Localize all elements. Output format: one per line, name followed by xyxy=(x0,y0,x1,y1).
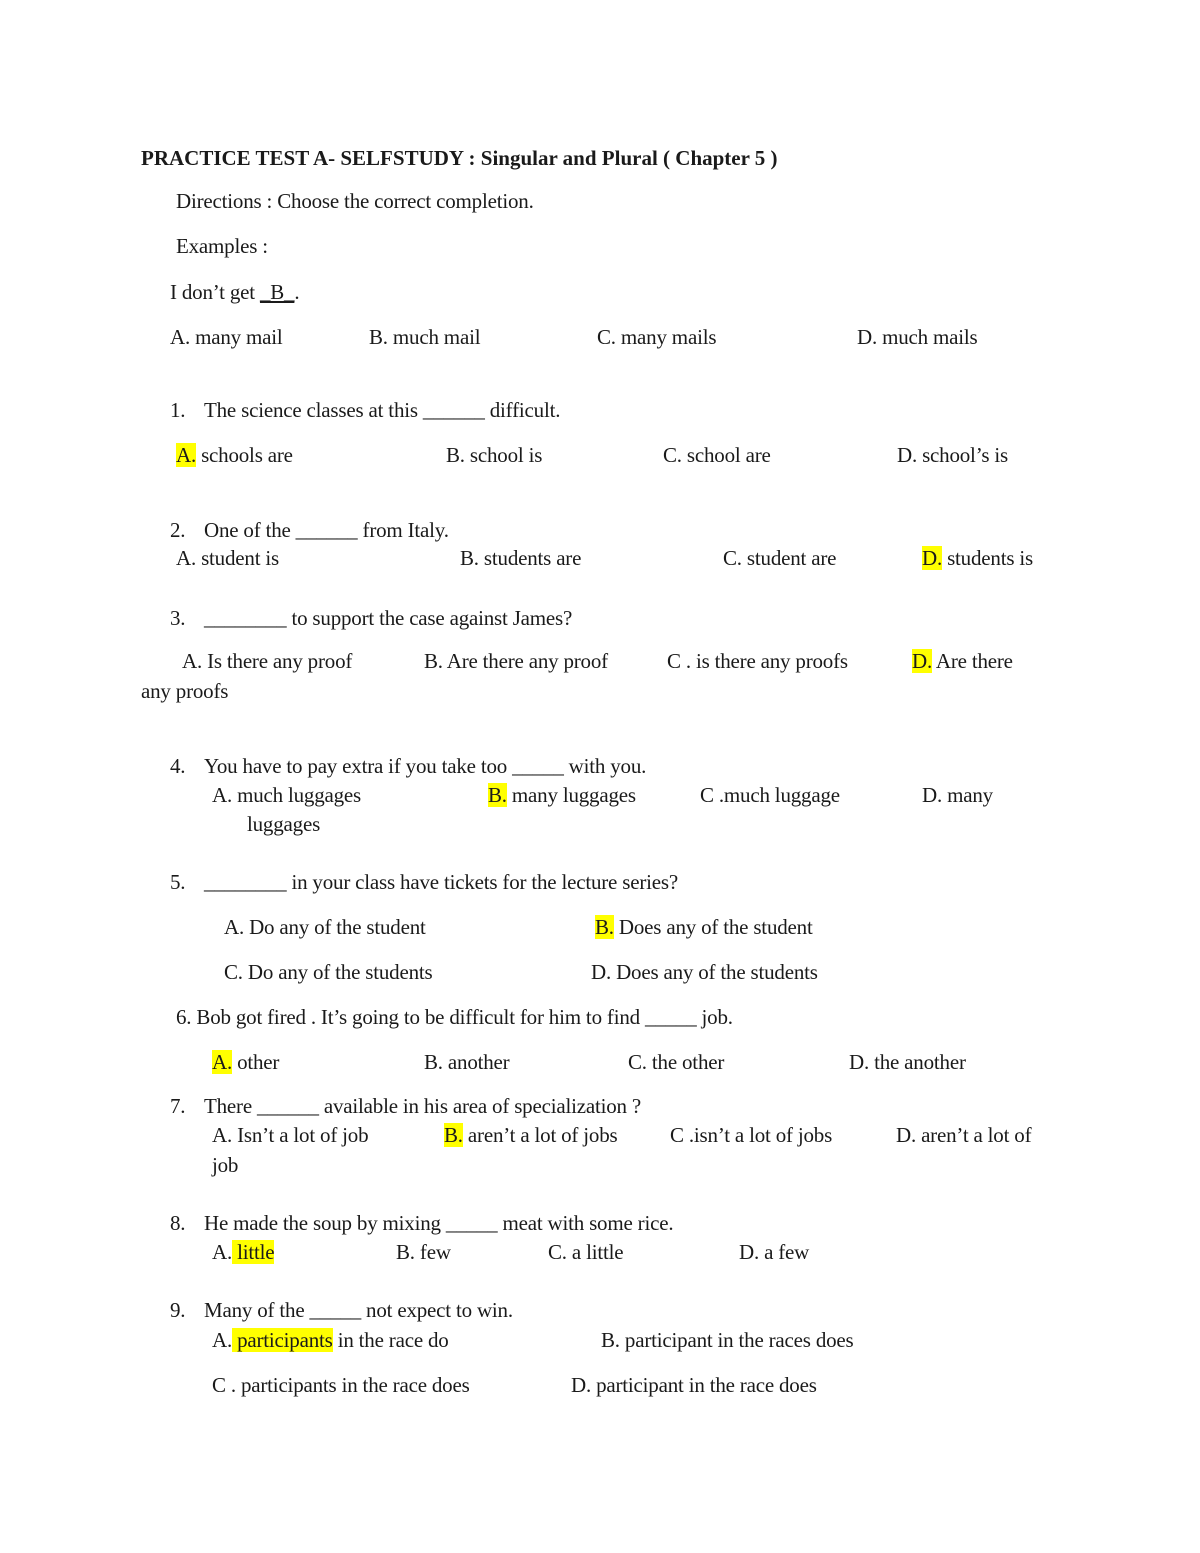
question-1 xyxy=(170,397,560,423)
question-number: 8. xyxy=(170,1211,186,1235)
q3-option-b: B. Are there any proof xyxy=(424,649,608,673)
q4-option-d: D. many xyxy=(922,783,993,807)
question-stem: One of the ______ from Italy. xyxy=(204,518,449,542)
q3-option-d xyxy=(912,648,1013,674)
q3-option-c: C . is there any proofs xyxy=(667,649,848,673)
q4-option-a: A. much luggages xyxy=(212,783,362,807)
q7-option-a: A. Isn’t a lot of job xyxy=(212,1123,369,1147)
q8-option-a xyxy=(212,1239,274,1265)
q6-option-d: D. the another xyxy=(849,1050,966,1074)
q1-option-c: C. school are xyxy=(663,443,771,467)
example-stem-end: . xyxy=(294,280,300,304)
q1-option-d: D. school’s is xyxy=(897,443,1008,467)
directions: Directions : Choose the correct completion. xyxy=(176,189,534,213)
q7-option-c: C .isn’t a lot of jobs xyxy=(670,1123,833,1147)
q5-option-c: C. Do any of the students xyxy=(224,960,433,984)
option-letter: A. xyxy=(212,1240,233,1264)
q8-option-c: C. a little xyxy=(548,1240,624,1264)
q5-option-b xyxy=(595,914,813,940)
option-text: other xyxy=(232,1050,280,1074)
q5-option-a: A. Do any of the student xyxy=(224,915,426,939)
answer-highlight: B. xyxy=(595,915,614,939)
question-4 xyxy=(170,753,646,779)
q7-option-b xyxy=(444,1122,617,1148)
question-number: 3. xyxy=(170,606,186,630)
example-option-a: A. many mail xyxy=(170,325,283,349)
answer-highlight: A. xyxy=(176,443,197,467)
page-title: PRACTICE TEST A- SELFSTUDY : Singular and Plural ( Chapter 5 ) xyxy=(141,146,778,170)
q6-option-a xyxy=(212,1049,279,1075)
option-letter: A. xyxy=(212,1328,233,1352)
question-3 xyxy=(170,605,572,631)
question-number: 7. xyxy=(170,1094,186,1118)
q2-option-a: A. student is xyxy=(176,546,279,570)
option-text: students is xyxy=(942,546,1033,570)
question-number: 1. xyxy=(170,398,186,422)
question-number: 2. xyxy=(170,518,186,542)
q4-option-d-wrap: luggages xyxy=(247,812,321,836)
q9-option-d: D. participant in the race does xyxy=(571,1373,817,1397)
q5-option-d: D. Does any of the students xyxy=(591,960,818,984)
question-8 xyxy=(170,1210,673,1236)
question-6: 6. Bob got fired . It’s going to be difficult for him to find _____ job. xyxy=(176,1005,733,1029)
q7-option-d: D. aren’t a lot of xyxy=(896,1123,1032,1147)
option-text: Does any of the student xyxy=(613,915,813,939)
question-stem: ________ in your class have tickets for the lecture series? xyxy=(204,870,678,894)
q9-option-b: B. participant in the races does xyxy=(601,1328,854,1352)
question-stem: Many of the _____ not expect to win. xyxy=(204,1298,513,1322)
q4-option-c: C .much luggage xyxy=(700,783,840,807)
question-2 xyxy=(170,517,449,543)
question-number: 4. xyxy=(170,754,186,778)
question-7 xyxy=(170,1093,641,1119)
question-stem: There ______ available in his area of specialization ? xyxy=(204,1094,642,1118)
examples-label: Examples : xyxy=(176,234,268,258)
question-5 xyxy=(170,869,678,895)
option-text: Are there xyxy=(932,649,1013,673)
q1-option-b: B. school is xyxy=(446,443,543,467)
example-option-d: D. much mails xyxy=(857,325,978,349)
q3-option-a: A. Is there any proof xyxy=(182,649,353,673)
example-stem xyxy=(170,279,299,305)
q1-option-a xyxy=(176,442,293,468)
option-text: many luggages xyxy=(506,783,636,807)
example-stem-text: I don’t get xyxy=(170,280,260,304)
q9-option-c: C . participants in the race does xyxy=(212,1373,470,1397)
example-option-c: C. many mails xyxy=(597,325,717,349)
q6-option-c: C. the other xyxy=(628,1050,725,1074)
answer-highlight: B. xyxy=(488,783,507,807)
option-text: schools are xyxy=(196,443,293,467)
q8-option-b: B. few xyxy=(396,1240,451,1264)
example-option-b: B. much mail xyxy=(369,325,481,349)
q8-option-d: D. a few xyxy=(739,1240,810,1264)
question-9 xyxy=(170,1297,513,1323)
question-stem: He made the soup by mixing _____ meat with some rice. xyxy=(204,1211,674,1235)
question-stem: ________ to support the case against James? xyxy=(204,606,573,630)
example-answer: _B_ xyxy=(259,280,295,304)
q9-option-a xyxy=(212,1327,449,1353)
question-number: 9. xyxy=(170,1298,186,1322)
option-text: in the race do xyxy=(332,1328,449,1352)
option-text: aren’t a lot of jobs xyxy=(462,1123,618,1147)
question-stem: You have to pay extra if you take too _____ with you. xyxy=(204,754,647,778)
answer-highlight: D. xyxy=(922,546,943,570)
q7-option-d-wrap: job xyxy=(212,1153,239,1177)
question-stem: The science classes at this ______ difficult. xyxy=(204,398,561,422)
q2-option-c: C. student are xyxy=(723,546,837,570)
answer-highlight: participants xyxy=(232,1328,333,1352)
q6-option-b: B. another xyxy=(424,1050,510,1074)
answer-highlight: B. xyxy=(444,1123,463,1147)
answer-highlight: little xyxy=(232,1240,275,1264)
q4-option-b xyxy=(488,782,636,808)
q2-option-d xyxy=(922,545,1033,571)
q3-option-d-wrap: any proofs xyxy=(141,679,229,703)
q2-option-b: B. students are xyxy=(460,546,582,570)
answer-highlight: A. xyxy=(212,1050,233,1074)
answer-highlight: D. xyxy=(912,649,933,673)
question-number: 5. xyxy=(170,870,186,894)
